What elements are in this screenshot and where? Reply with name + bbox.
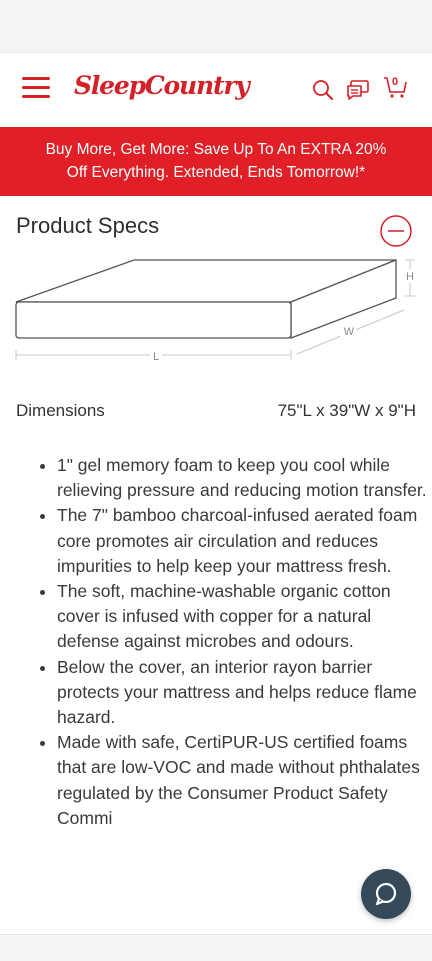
promo-line-2: Off Everything. Extended, Ends Tomorrow!* [66,164,366,181]
chat-icon[interactable] [346,79,370,101]
list-item: • 1" gel memory foam to keep you cool while relieving pressure and reducing motion transfer. [57,453,429,503]
cart-count: 0 [392,76,399,88]
dimensions-row [16,401,416,421]
support-chat-button[interactable] [361,869,411,919]
status-bar [0,0,432,53]
list-item: • The 7" bamboo charcoal-infused aerated foam core promotes air circulation and reduces impurities to help keep your mattress fresh. [57,503,429,579]
promo-line-1: Buy More, Get More: Save Up To An EXTRA 20% [45,141,387,158]
mattress-dimension-diagram [0,250,432,370]
list-item: • Below the cover, an interior rayon barrier protects your mattress and helps reduce flame hazard. [57,655,429,731]
list-item: • The soft, machine-washable organic cotton cover is infused with copper for a natural defense against microbes and odours. [57,579,429,655]
promo-banner[interactable] [0,127,432,196]
site-header [0,53,432,127]
section-title: Product Specs [16,213,160,238]
search-icon[interactable] [312,79,334,101]
list-item: • Made with safe, CertiPUR-US certified foams that are low-VOC and made without phthalates regulated by the Consumer Product Safety Commi [57,730,429,831]
width-label: W [343,326,355,338]
dimensions-value: 75"L x 39"W x 9"H [277,401,416,420]
hamburger-icon[interactable] [22,77,50,99]
cart-icon[interactable] [383,75,409,101]
length-label: L [152,351,160,363]
minus-circle-icon[interactable] [380,215,412,247]
logo[interactable]: SleepCountry [74,71,249,100]
chat-bubble-icon [373,881,399,907]
bottom-bar [0,934,432,961]
feature-list [39,453,429,831]
dimensions-label: Dimensions [16,401,105,420]
height-label: H [406,271,414,283]
